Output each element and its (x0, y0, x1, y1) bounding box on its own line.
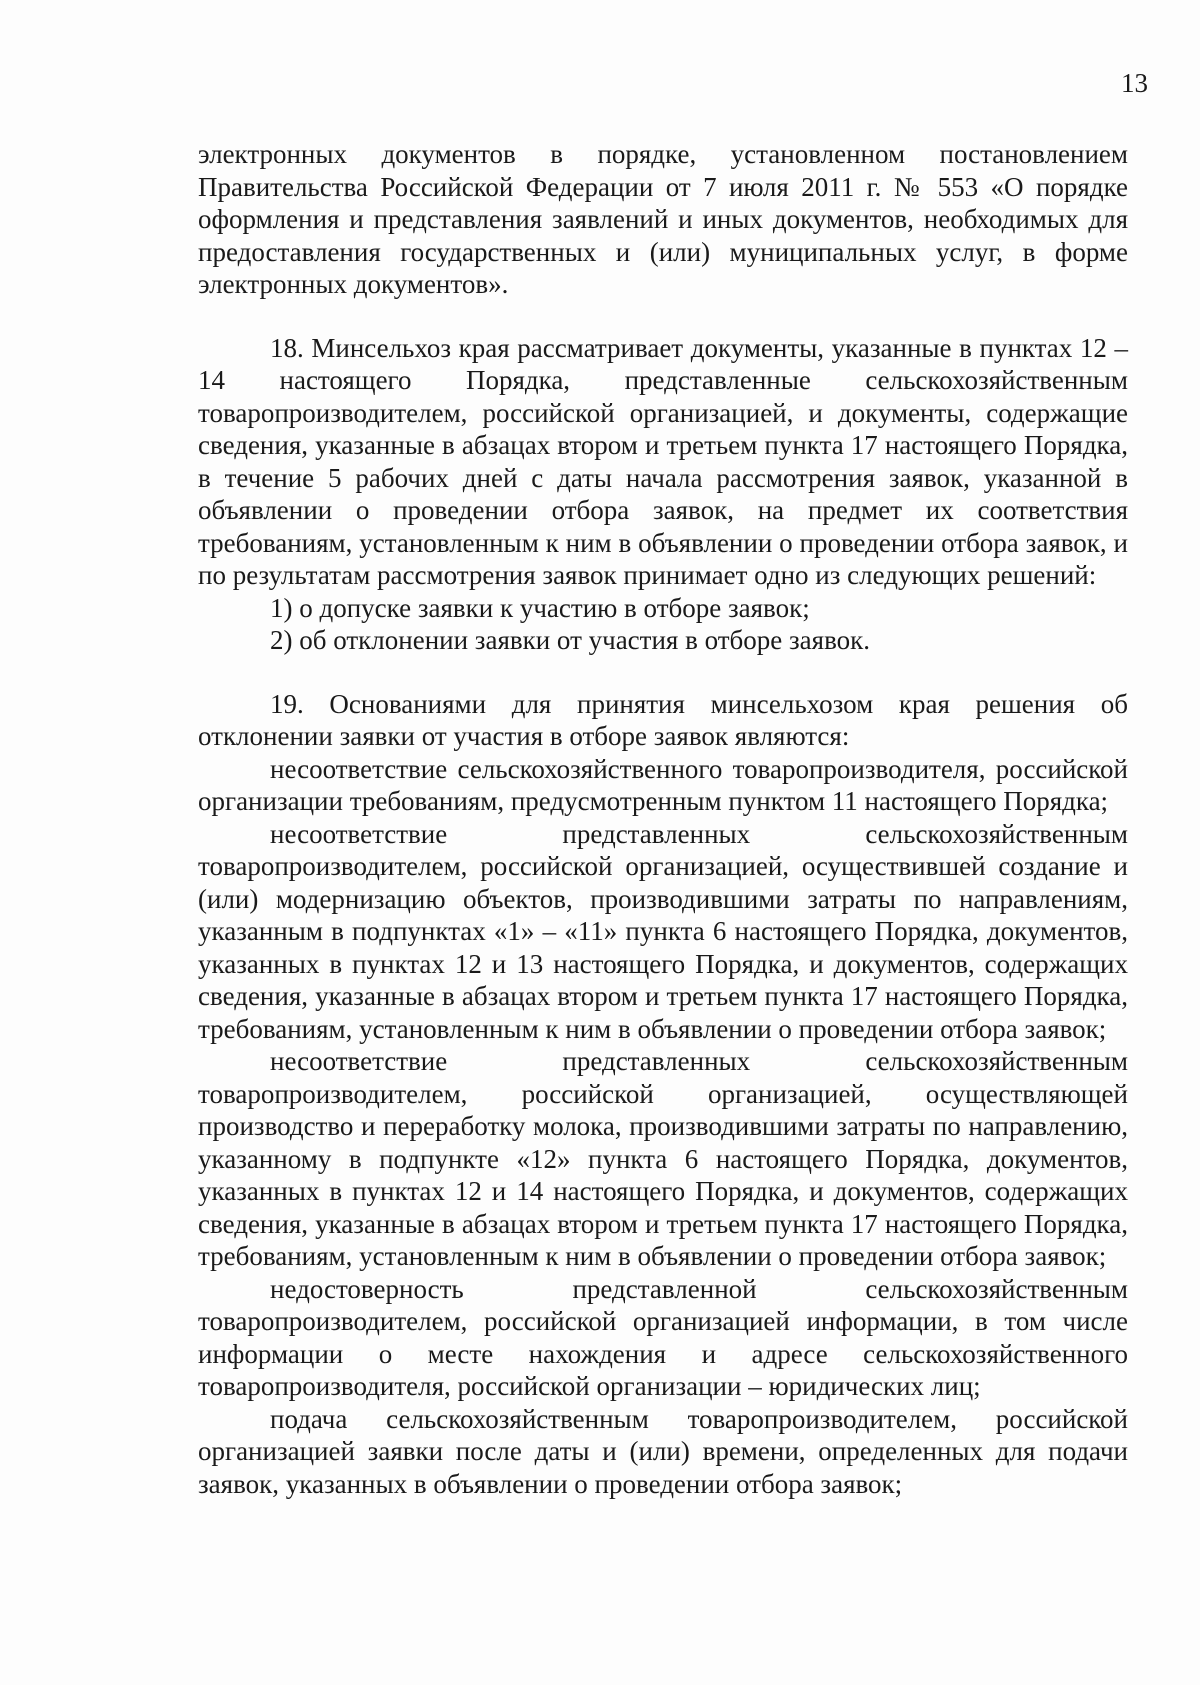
list-item-decision-2: 2) об отклонении заявки от участия в отборе заявок. (270, 625, 870, 655)
list-item-ground-3: несоответствие представленных сельскохозяйственным товаропроизводителем, российской организацией, осуществляющей производство и переработку молока, производившими затраты по направлению, указанному в подпункте «12» пункта 6 настоящего Порядка, документов, указанных в пунктах 12 и 14 настоящего Порядка, и документов, содержащих сведения, указанные в абзацах втором и третьем пункта 17 настоящего Порядка, требованиям, установленным к ним в объявлении о проведении отбора заявок; (198, 1046, 1128, 1271)
page-number: 13 (1121, 68, 1148, 98)
list-item-decision-1: 1) о допуске заявки к участию в отборе заявок; (270, 592, 810, 623)
list-item-ground-4: недостоверность представленной сельскохозяйственным товаропроизводителем, российской организацией информации, в том числе информации о месте нахождения и адресе сельскохозяйственного товаропроизводителя, российской организации – юридических лиц; (198, 1273, 1128, 1401)
list-item-ground-2: несоответствие представленных сельскохозяйственным товаропроизводителем, российской организацией, осуществившей создание и (или) модернизацию объектов, производившими затраты по направлениям, указанным в подпунктах «1» – «11» пункта 6 настоящего Порядка, документов, указанных в пунктах 12 и 13 настоящего Порядка, и документов, содержащих сведения, указанные в абзацах втором и третьем пункта 17 настоящего Порядка, требованиям, установленным к ним в объявлении о проведении отбора заявок; (198, 818, 1128, 1044)
list-item-ground-5: подача сельскохозяйственным товаропроизводителем, российской организацией заявки после даты и (или) времени, определенных для подачи заявок, указанных в объявлении о проведении отбора заявок; (198, 1403, 1128, 1499)
list-item-ground-1: несоответствие сельскохозяйственного товаропроизводителя, российской организации требованиям, предусмотренным пунктом 11 настоящего Порядка; (198, 753, 1128, 816)
document-body (198, 138, 1128, 1500)
paragraph-item-19: 19. Основаниями для принятия минсельхозом края решения об отклонении заявки от участия в отборе заявок являются: (198, 688, 1128, 751)
paragraph-continuation: электронных документов в порядке, установленном постановлением Правительства Российской Федерации от 7 июля 2011 г. № 553 «О порядке оформления и представления заявлений и иных документов, необходимых для предоставления государственных и (или) муниципальных услуг, в форме электронных документов». (198, 139, 1128, 299)
paragraph-item-18: 18. Минсельхоз края рассматривает документы, указанные в пунктах 12 – 14 настоящего Порядка, представленные сельскохозяйственным товаропроизводителем, российской организацией, и документы, содержащие сведения, указанные в абзацах втором и третьем пункта 17 настоящего Порядка, в течение 5 рабочих дней с даты начала рассмотрения заявок, указанной в объявлении о проведении отбора заявок, на предмет их соответствия требованиям, установленным к ним в объявлении о проведении отбора заявок, и по результатам рассмотрения заявок принимает одно из следующих решений: (198, 332, 1128, 590)
